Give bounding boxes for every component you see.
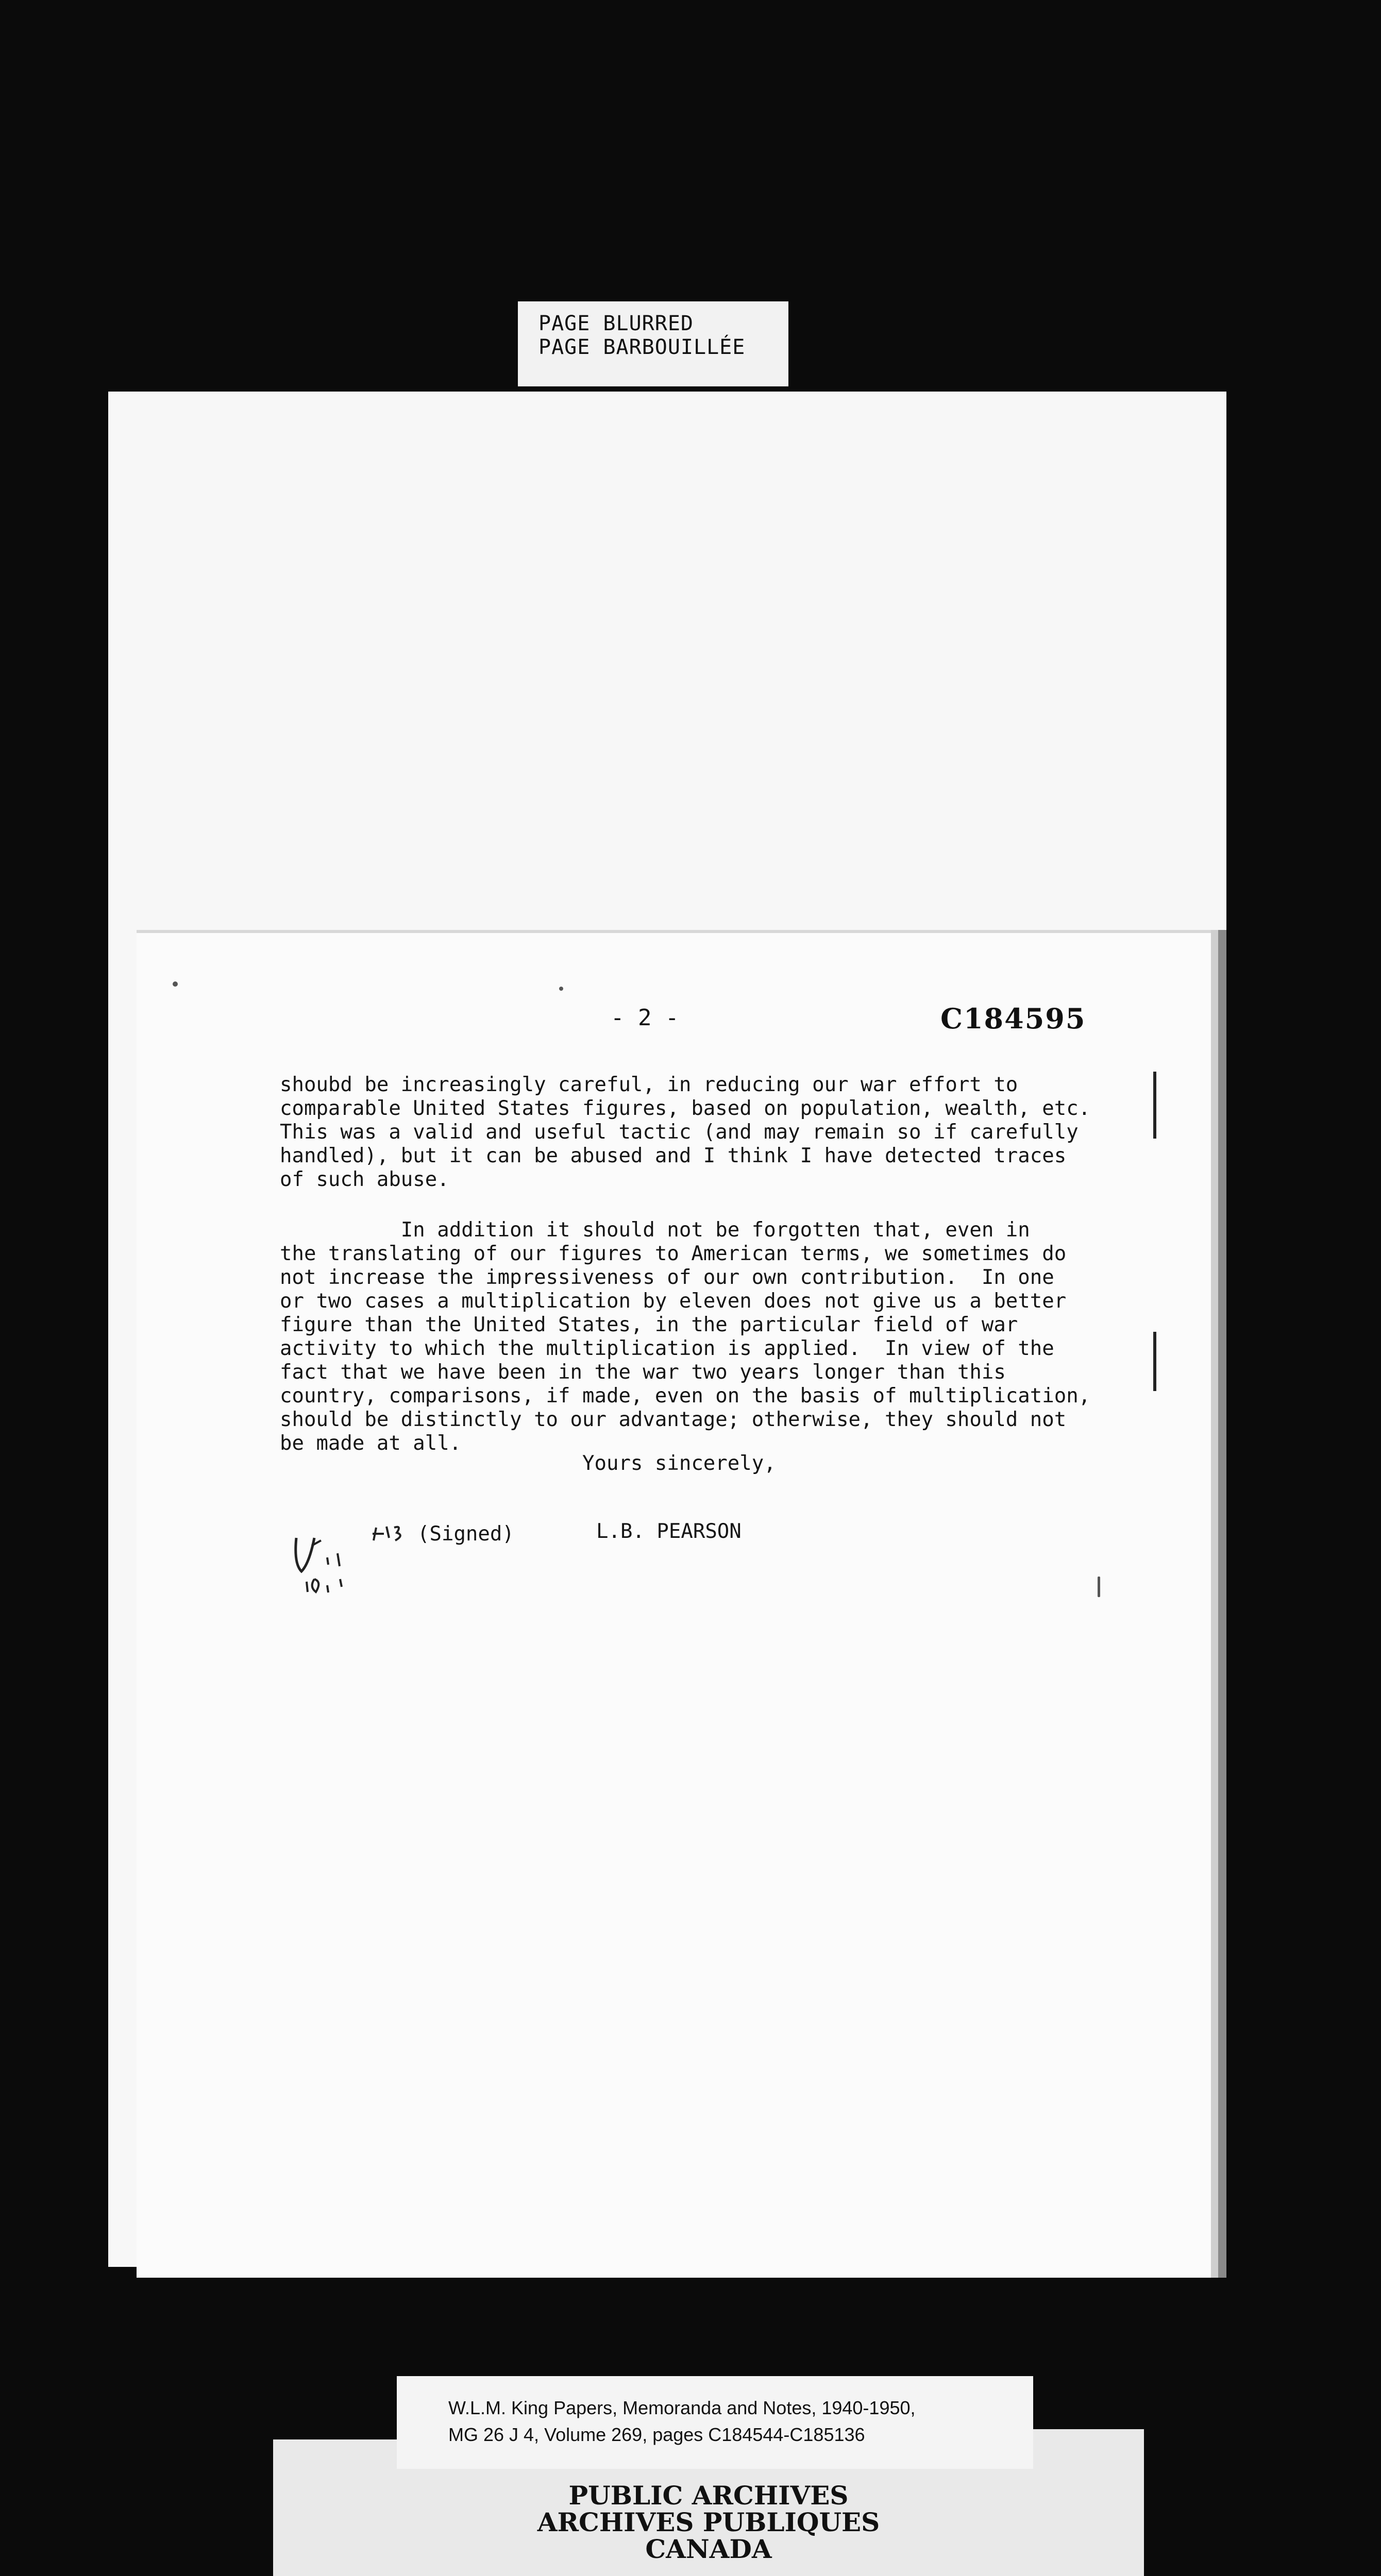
paragraph1-line: comparable United States figures, based on population, wealth, etc. bbox=[280, 1097, 1091, 1120]
handwritten-initials-icon bbox=[286, 1517, 420, 1595]
paragraph2-line: be made at all. bbox=[280, 1432, 462, 1455]
paragraph1-line: shoubd be increasingly careful, in reducing our war effort to bbox=[280, 1073, 1018, 1096]
margin-bracket-mark bbox=[1153, 1332, 1156, 1391]
stamp-notch bbox=[1033, 2401, 1144, 2429]
stamp-line-public-archives: PUBLIC ARCHIVES bbox=[568, 2480, 849, 2511]
paragraph2-line: not increase the impressiveness of our own contribution. In one bbox=[280, 1266, 1054, 1289]
stamp-line-archives-publiques: ARCHIVES PUBLIQUES bbox=[537, 2507, 880, 2537]
archive-card-line: W.L.M. King Papers, Memoranda and Notes, 1940-1950, bbox=[448, 2397, 916, 2418]
paragraph2-line: fact that we have been in the war two years longer than this bbox=[280, 1361, 1006, 1384]
archive-reference-card bbox=[397, 2376, 1033, 2469]
paragraph2-line: should be distinctly to our advantage; otherwise, they should not bbox=[280, 1408, 1067, 1431]
paragraph2-line: activity to which the multiplication is applied. In view of the bbox=[280, 1337, 1054, 1360]
archive-card-line: MG 26 J 4, Volume 269, pages C184544-C185136 bbox=[448, 2424, 865, 2445]
paragraph-gap bbox=[280, 1192, 1166, 1218]
document-reference: C184595 bbox=[940, 1002, 1086, 1035]
speck bbox=[1098, 1577, 1100, 1597]
paragraph1-line: This was a valid and useful tactic (and may remain so if carefully bbox=[280, 1121, 1079, 1144]
stamp-notch bbox=[273, 2401, 397, 2439]
paragraph2-line: country, comparisons, if made, even on the basis of multiplication, bbox=[280, 1384, 1091, 1408]
letter-body bbox=[280, 1073, 1166, 1455]
public-archives-stamp bbox=[273, 2482, 1144, 2563]
page-blurred-slip bbox=[518, 301, 788, 386]
paragraph1-line: handled), but it can be abused and I think I have detected traces bbox=[280, 1144, 1067, 1167]
speck bbox=[559, 987, 563, 991]
closing-salutation: Yours sincerely, bbox=[582, 1452, 776, 1475]
paragraph1-line: of such abuse. bbox=[280, 1168, 449, 1191]
page-barbouillee-label: PAGE BARBOUILLÉE bbox=[538, 335, 746, 359]
signed-note: (Signed) bbox=[417, 1522, 514, 1546]
speck bbox=[173, 981, 178, 987]
page-number: - 2 - bbox=[611, 1005, 679, 1031]
signer-name: L.B. PEARSON bbox=[596, 1520, 742, 1543]
paragraph2-line: figure than the United States, in the particular field of war bbox=[280, 1313, 1018, 1336]
page-blurred-label: PAGE BLURRED bbox=[538, 312, 694, 335]
margin-bracket-mark bbox=[1153, 1072, 1156, 1139]
sheet-fold-edge bbox=[137, 933, 1211, 938]
paragraph2-line: In addition it should not be forgotten that, even in bbox=[280, 1218, 1030, 1242]
paragraph2-line: or two cases a multiplication by eleven does not give us a better bbox=[280, 1290, 1067, 1313]
stamp-line-canada: CANADA bbox=[645, 2534, 772, 2564]
paragraph2-line: the translating of our figures to American terms, we sometimes do bbox=[280, 1242, 1067, 1265]
